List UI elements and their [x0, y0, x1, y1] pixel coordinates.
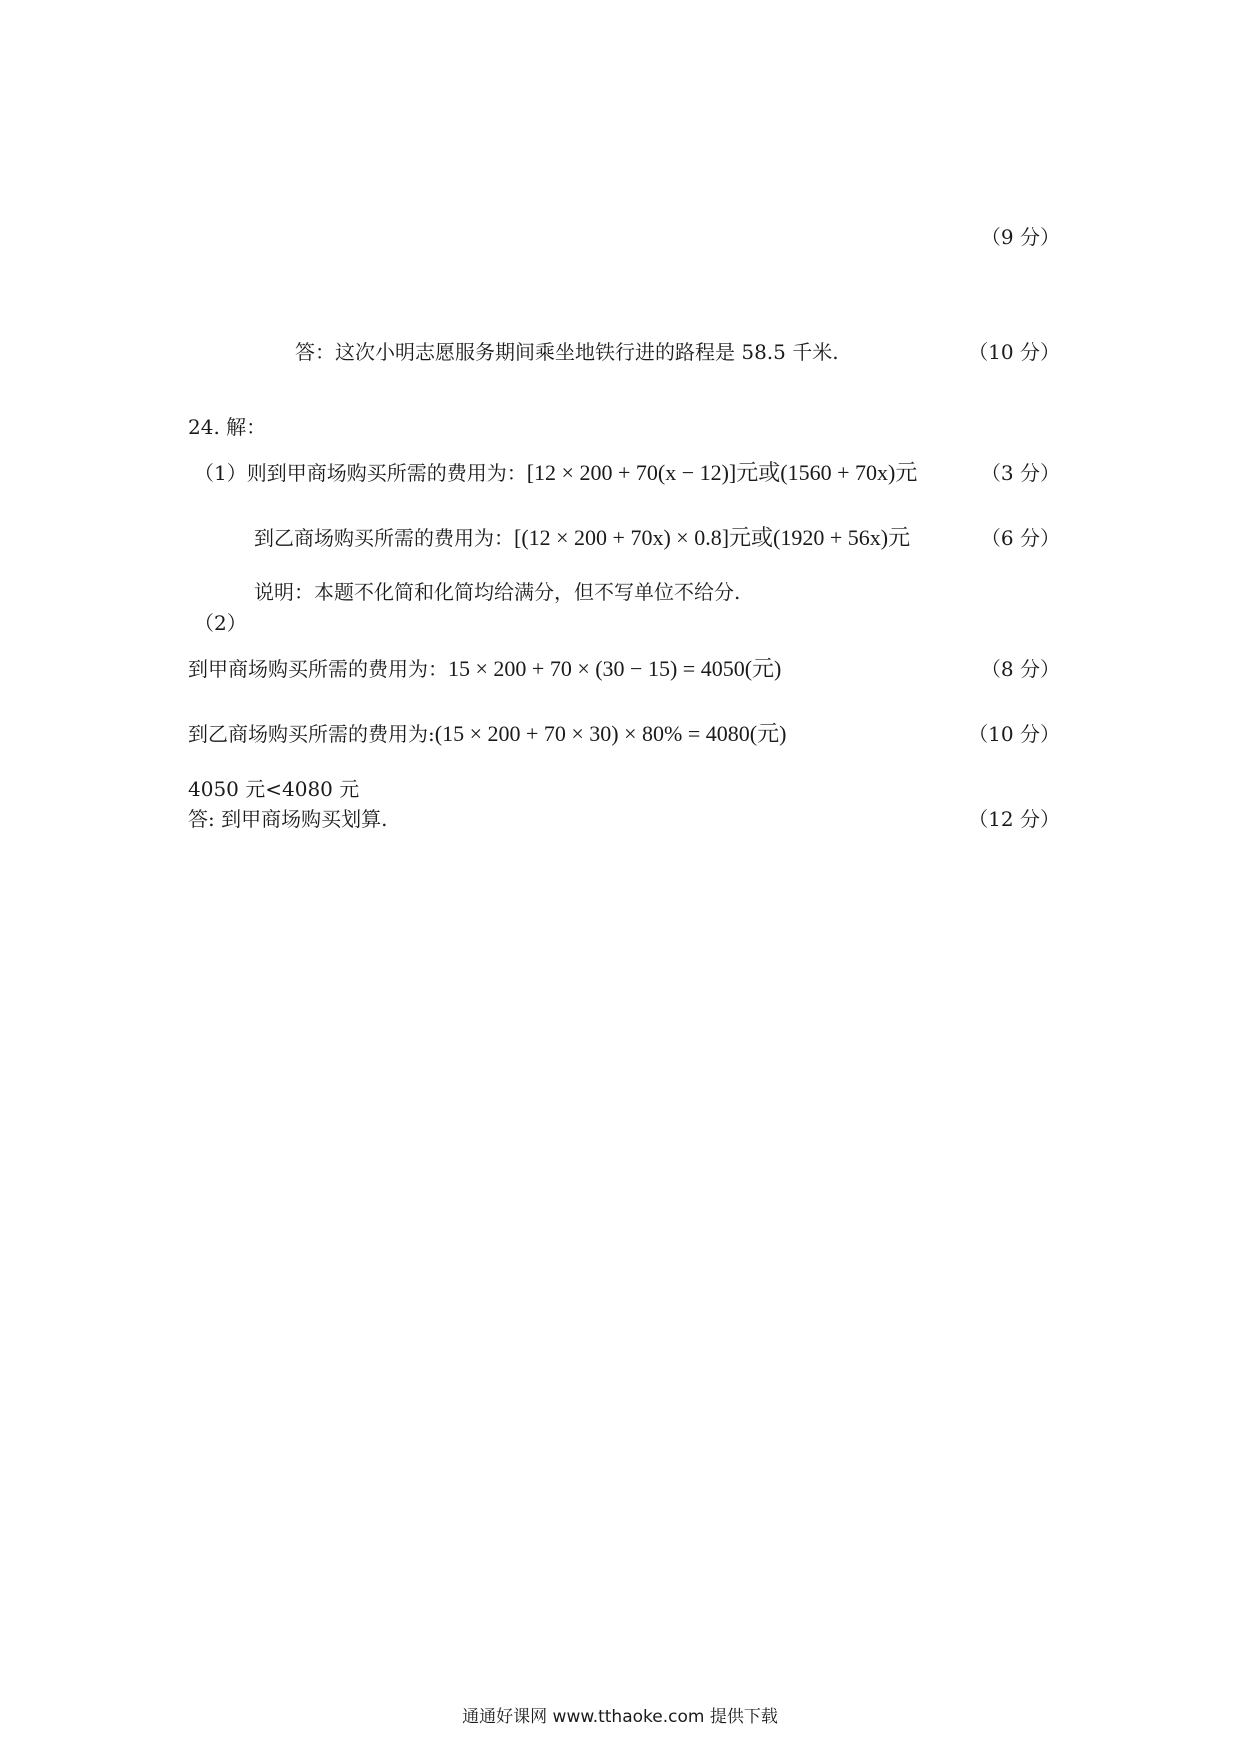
question-24-heading: 24. 解： — [188, 415, 267, 439]
part2b — [188, 719, 786, 749]
final-answer: 答: 到甲商场购买划算. — [188, 807, 388, 831]
score-8: （8 分） — [980, 657, 1060, 681]
score-10b: （10 分） — [968, 722, 1060, 746]
part2b-label: 到乙商场购买所需的费用为: — [188, 722, 435, 746]
note: 说明：本题不化简和化简均给满分，但不写单位不给分. — [254, 580, 741, 604]
part1-label — [194, 458, 917, 488]
footer-source: 通通好课网 www.tthaoke.com 提供下载 — [462, 1707, 778, 1727]
score-3: （3 分） — [980, 461, 1060, 485]
part1b-label-text: 到乙商场购买所需的费用为： — [254, 526, 514, 550]
part2a — [188, 654, 781, 684]
part2a-formula: 15 × 200 + 70 × (30 − 15) = 4050(元) — [448, 656, 782, 681]
part2-label: （2） — [194, 611, 247, 635]
answer-q23: 答：这次小明志愿服务期间乘坐地铁行进的路程是 58.5 千米. — [295, 340, 839, 364]
part1-formula: [12 × 200 + 70(x − 12)]元或(1560 + 70x)元 — [526, 460, 918, 485]
part2b-formula: (15 × 200 + 70 × 30) × 80% = 4080(元) — [434, 721, 787, 746]
score-9: （9 分） — [980, 225, 1060, 249]
comparison: 4050 元<4080 元 — [188, 777, 360, 801]
score-6: （6 分） — [980, 526, 1060, 550]
part1b-label — [254, 523, 910, 553]
part1b-formula: [(12 × 200 + 70x) × 0.8]元或(1920 + 56x)元 — [514, 525, 911, 550]
score-10a: （10 分） — [968, 340, 1060, 364]
part2a-label: 到甲商场购买所需的费用为： — [188, 657, 448, 681]
score-12: （12 分） — [968, 807, 1060, 831]
part1-label-text: （1）则到甲商场购买所需的费用为： — [194, 461, 527, 485]
